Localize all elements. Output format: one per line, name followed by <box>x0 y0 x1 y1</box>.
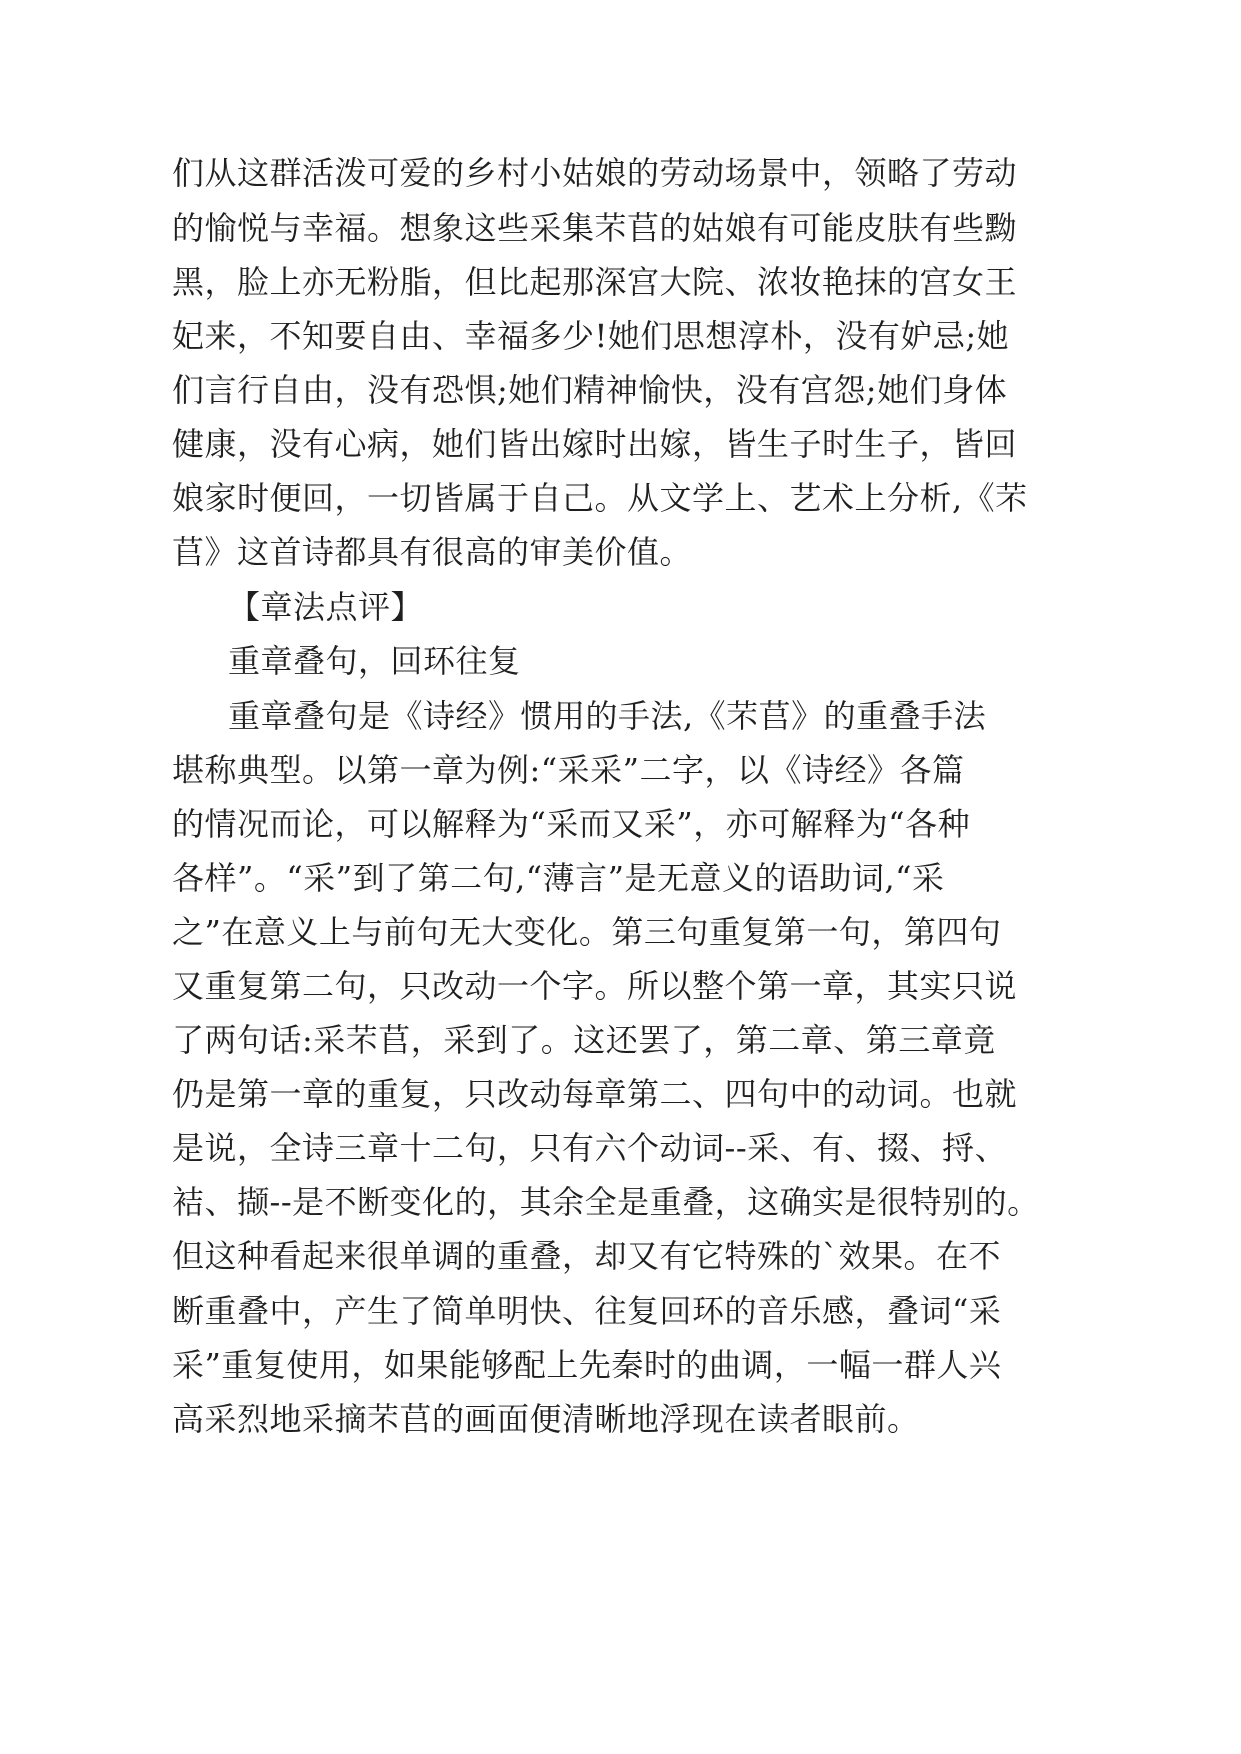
body-text-line: 但这种看起来很单调的重叠，却又有它特殊的`效果。在不 <box>172 1237 1002 1275</box>
body-text-line: 高采烈地采摘芣苢的画面便清晰地浮现在读者眼前。 <box>172 1400 920 1438</box>
body-text-line: 健康，没有心病，她们皆出嫁时出嫁，皆生子时生子，皆回 <box>172 425 1018 463</box>
body-text-line: 的愉悦与幸福。想象这些采集芣苢的姑娘有可能皮肤有些黝 <box>172 209 1018 247</box>
body-text-line: 采”重复使用，如果能够配上先秦时的曲调，一幅一群人兴 <box>172 1346 1002 1384</box>
subsection-heading: 重章叠句，回环往复 <box>228 642 521 680</box>
body-text-line: 们从这群活泼可爱的乡村小姑娘的劳动场景中，领略了劳动 <box>172 154 1018 192</box>
body-text-line: 仍是第一章的重复，只改动每章第二、四句中的动词。也就 <box>172 1075 1018 1113</box>
body-text-line: 又重复第二句，只改动一个字。所以整个第一章，其实只说 <box>172 967 1018 1005</box>
body-text-line: 堪称典型。以第一章为例:“采采”二字，以《诗经》各篇 <box>172 751 965 789</box>
body-text-line: 之”在意义上与前句无大变化。第三句重复第一句，第四句 <box>172 913 1002 951</box>
body-text-line: 袺、撷--是不断变化的，其余全是重叠，这确实是很特别的。 <box>172 1183 1040 1221</box>
body-text-line: 妃来，不知要自由、幸福多少!她们思想淳朴，没有妒忌;她 <box>172 317 1010 355</box>
body-text-line: 各样”。“采”到了第二句,“薄言”是无意义的语助词,“采 <box>172 859 945 897</box>
body-text-line: 黑，脸上亦无粉脂，但比起那深宫大院、浓妆艳抹的宫女王 <box>172 263 1018 301</box>
section-heading: 【章法点评】 <box>228 588 424 626</box>
body-text-line: 苢》这首诗都具有很高的审美价值。 <box>172 533 693 571</box>
body-text-line: 是说，全诗三章十二句，只有六个动词--采、有、掇、捋、 <box>172 1129 1008 1167</box>
body-text-line: 重章叠句是《诗经》惯用的手法,《芣苢》的重叠手法 <box>228 697 987 735</box>
body-text-line: 断重叠中，产生了简单明快、往复回环的音乐感，叠词“采 <box>172 1292 1002 1330</box>
body-text-line: 了两句话:采芣苢，采到了。这还罢了，第二章、第三章竟 <box>172 1021 996 1059</box>
body-text-line: 们言行自由，没有恐惧;她们精神愉快，没有宫怨;她们身体 <box>172 371 1008 409</box>
body-text-line: 的情况而论，可以解释为“采而又采”，亦可解释为“各种 <box>172 805 971 843</box>
body-text-line: 娘家时便回，一切皆属于自己。从文学上、艺术上分析,《芣 <box>172 479 1028 517</box>
